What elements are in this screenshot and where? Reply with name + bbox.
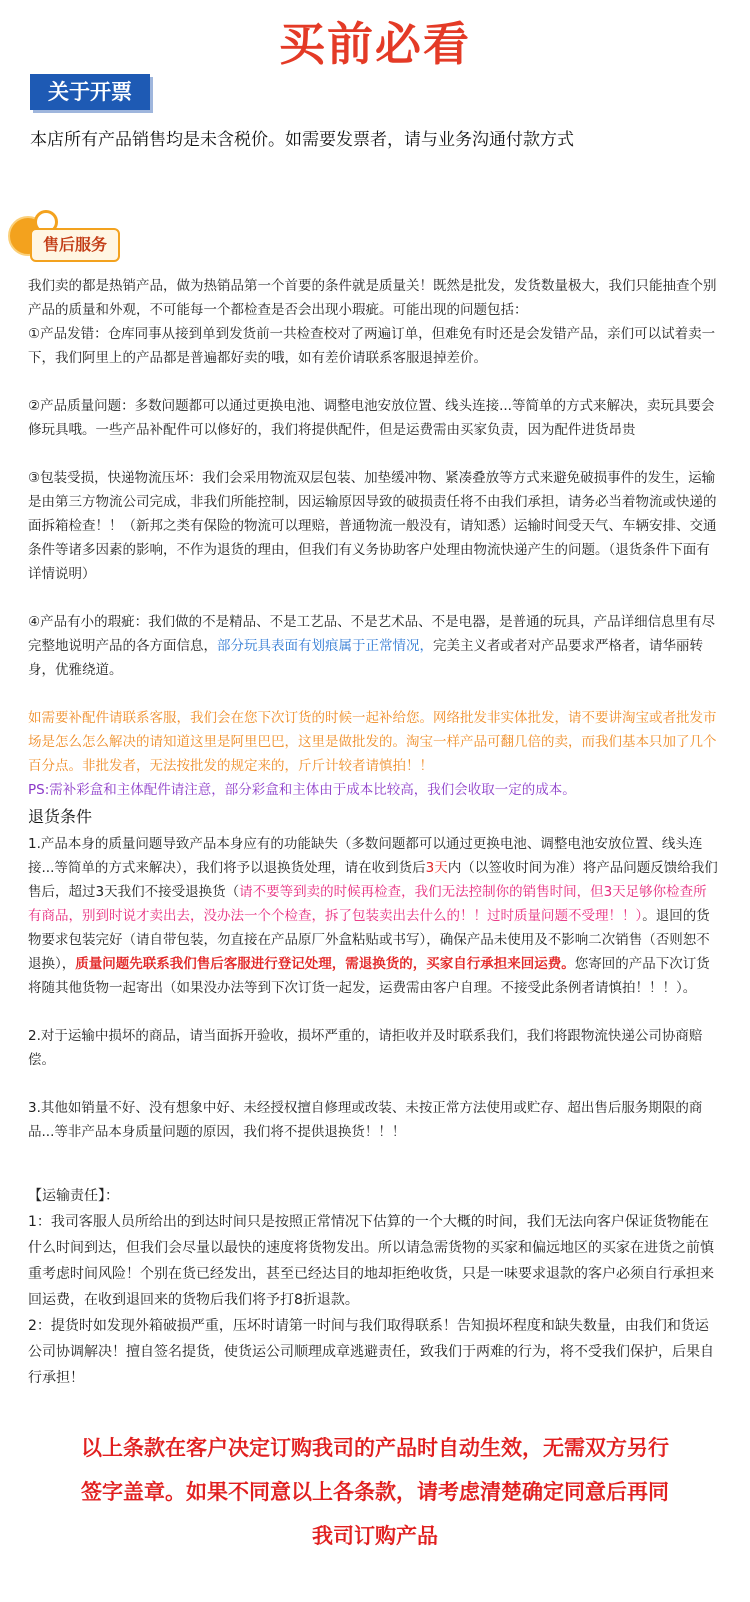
after-sales-label: 售后服务 [30,228,120,262]
after-sales-body [28,274,718,802]
issue-package-damage: ③包装受损，快递物流压坏：我们会采用物流双层包装、加垫缓冲物、紧凑叠放等方式来避免破损事件的发生，运输是由第三方物流公司完成，非我们所能控制，因运输原因导致的破损责任将不由我们承担，请务必当着物流或快递的面拆箱检查！！（新邦之类有保险的物流可以理赔，普通物流一般没有，请知悉）运输时间受天气、车辆安排、交通条件等诸多因素的影响，不作为退货的理由，但我们有义务协助客户处理由物流快递产生的问题。（退货条件下面有详情说明） [28,470,717,582]
rule1-text-d: 您寄回的产品下次订货将随其他货物一起寄出（如果没办法等到下次订货一起发，运费需由客户自理。不接受此条例者请慎拍！！！）。 [28,956,710,996]
final-statement [0,1426,750,1558]
final-line-2: 签字盖章。如果不同意以上各条款，请考虑清楚确定同意后再同 [81,1480,669,1504]
flaws-text-c: 完美主义者或者对产品要求严格者，请华丽转身，优雅绕道。 [28,638,703,678]
page-title: 买前必看 [279,17,471,71]
return-rule-3: 3.其他如销量不好、没有想象中好、未经授权擅自修理或改装、未按正常方法使用或贮存、超出售后服务期限的商品...等非产品本身质量问题的原因，我们将不提供退换货！！！ [28,1100,703,1140]
shipping-rule-2: 2：提货时如发现外箱破损严重，压坏时请第一时间与我们取得联系！告知损坏程度和缺失数量，由我们和货运公司协调解决！擅自签名提货，使货运公司顺理成章逃避责任，致我们于两难的行为，将不受我们保护，后果自行承担！ [28,1318,714,1386]
shipping-rule-1: 1：我司客服人员所给出的到达时间只是按照正常情况下估算的一个大概的时间，我们无法向客户保证货物能在什么时间到达，但我们会尽量以最快的速度将货物发出。所以请急需货物的买家和偏远地区的买家在进货之前慎重考虑时间风险！个别在货已经发出，甚至已经达目的地却拒绝收货，只是一味要求退款的客户必须自行承担来回运费，在收到退回来的货物后我们将予打8折退款。 [28,1214,714,1308]
return-rule-2: 2.对于运输中损坏的商品，请当面拆开验收，损坏严重的，请拒收并及时联系我们，我们将跟物流快递公司协商赔偿。 [28,1028,703,1068]
rule1-text-a: 1.产品本身的质量问题导致产品本身应有的功能缺失（多数问题都可以通过更换电池、调整电池安放位置、线头连接...等简单的方式来解决），我们将予以退换货处理，请在收到货后 [28,836,703,876]
issue-quality: ②产品质量问题：多数问题都可以通过更换电池、调整电池安放位置、线头连接...等简单的方式来解决，卖玩具要会修玩具哦。一些产品补配件可以修好的，我们将提供配件，但是运费需由买家负责，因为配件进货昂贵 [28,398,715,438]
after-sales-intro: 我们卖的都是热销产品，做为热销品第一个首要的条件就是质量关！既然是批发，发货数量极大，我们只能抽查个别产品的质量和外观，不可能每一个都检查是否会出现小瑕疵。可能出现的问题包括： [28,278,717,318]
rule1-red-warning: 质量问题先联系我们售后客服进行登记处理，需退换货的，买家自行承担来回运费。 [75,956,575,972]
issue-wrong-product: ①产品发错：仓库同事从接到单到发货前一共检查校对了两遍订单，但难免有时还是会发错产品，亲们可以试着卖一下，我们阿里上的产品都是普遍都好卖的哦，如有差价请联系客服退掉差价。 [28,326,716,366]
returns-heading: 退货条件 [28,807,93,826]
parts-notice: 如需要补配件请联系客服，我们会在您下次订货的时候一起补给您。网络批发非实体批发，请不要讲淘宝或者批发市场是怎么怎么解决的请知道这里是阿里巴巴，这里是做批发的。淘宝一样产品可翻几倍的卖，而我们基本只加了几个百分点。非批发者，无法按批发的规定来的，斤斤计较者请慎拍！！ [28,710,717,774]
after-sales-badge [8,210,118,266]
rule1-text-b: 内（以签收时间为准）将产品问题反馈给我们售后，超过3天我们不接受退换货（ [28,860,718,900]
rule1-text-c: 。退回的货物要求包装完好（请自带包装，勿直接在产品原厂外盒粘贴或书写），确保产品未使用及不影响二次销售（否则恕不退换）， [28,908,710,972]
rule1-days: 3天 [425,860,448,876]
invoice-notice: 本店所有产品销售均是未含税价。如需要发票者，请与业务沟通付款方式 [30,130,574,150]
shipping-body [28,1183,718,1391]
shipping-heading: 【运输责任】： [28,1188,119,1204]
return-rule-1 [28,832,718,1000]
final-line-3: 我司订购产品 [312,1524,438,1548]
returns-body [28,832,718,1144]
rule1-pink-warning: 请不要等到卖的时候再检查，我们无法控制你的销售时间，但3天足够你检查所有商品，别到时说才卖出去，没办法一个个检查，拆了包装卖出去什么的！！过时质量问题不受理！！） [28,884,707,924]
issue-minor-flaws [28,610,718,682]
flaws-text-highlight: 部分玩具表面有划痕属于正常情况， [217,638,433,654]
flaws-text-a: ④产品有小的瑕疵：我们做的不是精品、不是工艺品、不是艺术品、不是电器，是普通的玩具，产品详细信息里有尽完整地说明产品的各方面信息， [28,614,716,654]
ps-notice: PS:需补彩盒和主体配件请注意，部分彩盒和主体由于成本比较高，我们会收取一定的成本。 [28,782,576,798]
final-line-1: 以上条款在客户决定订购我司的产品时自动生效，无需双方另行 [81,1436,669,1460]
invoice-section-badge: 关于开票 [30,74,150,110]
